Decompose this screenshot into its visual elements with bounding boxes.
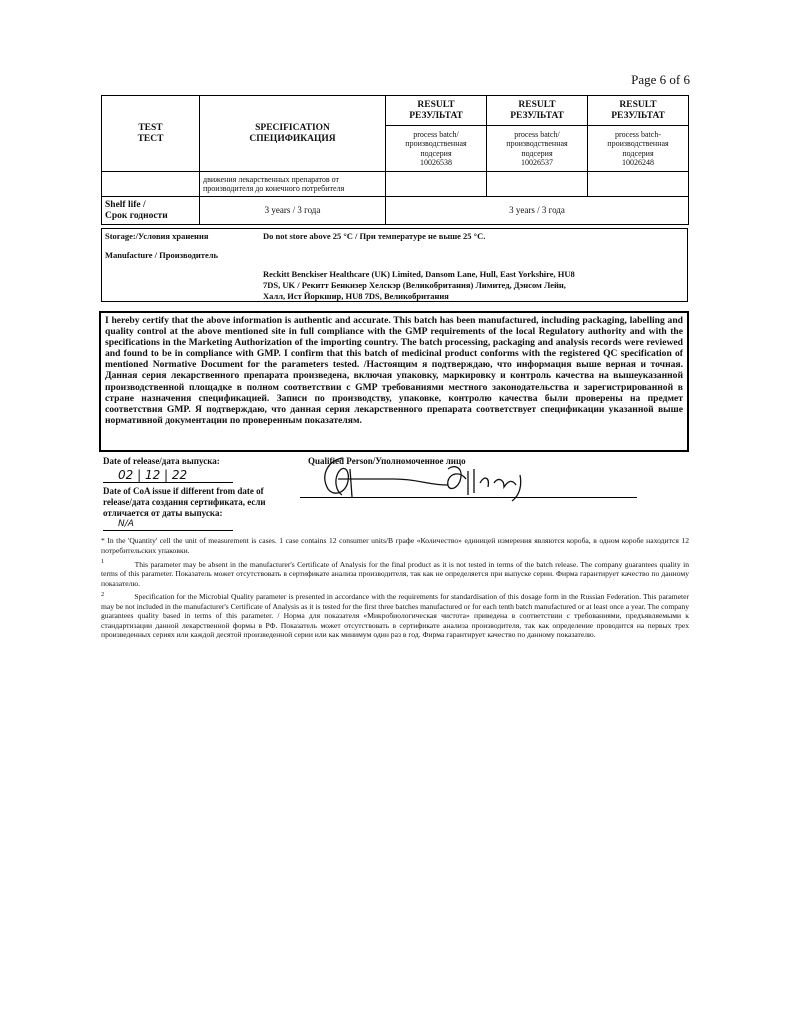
storage-label: Storage:/Условия хранения <box>105 231 209 241</box>
batch-cell-3: process batch- производственная подсерия 10026248 <box>588 126 689 172</box>
batch-cell-2: process batch/ производственная подсерия 10026537 <box>487 126 588 172</box>
coa-date-line <box>103 530 233 531</box>
continuation-result-2 <box>487 172 588 197</box>
continuation-result-1 <box>386 172 487 197</box>
batch-number-3: 10026248 <box>622 157 654 167</box>
manufacturer-line-1: Reckitt Benckiser Healthcare (UK) Limited, Dansom Lane, Hull, East Yorkshire, HU8 <box>263 269 575 279</box>
footnotes <box>101 536 689 640</box>
footnote-2-mark: 2 <box>101 590 105 598</box>
footnote-1-mark: 1 <box>101 558 105 566</box>
specification-table <box>101 95 689 225</box>
shelf-life-result: 3 years / 3 года <box>386 197 689 225</box>
test-header-ru: ТЕСТ <box>137 133 164 144</box>
page-number: Page 6 of 6 <box>631 72 690 87</box>
certification-text: I hereby certify that the above information is authentic and accurate. This batch has been manufactured, including packaging, labelling and quality control at the above mentioned site in full compliance with the GMP requirements of the local Regulatory authority and with the specifications in the Marketing Authorization of the importing country. The batch processing, packaging and analysis records were reviewed and found to be in compliance with GMP. I confirm that this batch of medicinal product conforms with the registered QC specification of mentioned Normative Document for the parameters tested. /Настоящим я подтверждаю, что информация выше верная и точная. Данная серия лекарственного препарата произведена, включая упаковку, маркировку и контроль качества на вышеуказанной производственной площадке в полном соответствии с GMP требованиями местного законодательства и зарегистрированной в стране назначения спецификацией. Записи по производству, упаковке, контролю качества были проверены на предмет соответствия GMP. Я подтверждаю, что данная серия лекарственного препарата соответствует спецификации указанной выше нормативной документации по проверенным показателям. <box>105 315 683 426</box>
certification-box <box>99 311 689 452</box>
test-header-cell <box>102 96 200 172</box>
continuation-result-3 <box>588 172 689 197</box>
manufacture-label: Manufacture / Производитель <box>105 250 218 260</box>
coa-date-value: N/A <box>118 519 134 529</box>
storage-text: Do not store above 25 °C / При температуре не выше 25 °C. <box>263 231 486 241</box>
footnote-1 <box>101 557 689 588</box>
batch-cell-1: process batch/ производственная подсерия 10026538 <box>386 126 487 172</box>
signature-line <box>300 497 637 498</box>
footnote-star: * In the 'Quantity' cell the unit of measurement is cases. 1 case contains 12 consumer units/В графе «Количество» единицей измерения являются короба, в одном коробе находится 12 потребительских упаковки. <box>101 536 689 555</box>
release-date-value: 02 | 12 | 22 <box>118 468 188 482</box>
manufacturer-line-2: 7DS, UK / Рекитт Бенкизер Хелскэр (Великобритания) Лимитед, Дэнсом Лейн, <box>263 280 566 290</box>
result-header-3: RESULT РЕЗУЛЬТАТ <box>588 96 689 126</box>
continuation-spec-cell <box>200 172 386 197</box>
result-header-1: RESULT РЕЗУЛЬТАТ <box>386 96 487 126</box>
release-date-label: Date of release/дата выпуска: <box>103 456 220 466</box>
release-date-line <box>103 482 233 483</box>
manufacturer-line-3: Халл, Ист Йоркшир, HU8 7DS, Великобритания <box>263 291 449 301</box>
result-header-2: RESULT РЕЗУЛЬТАТ <box>487 96 588 126</box>
batch-number-2: 10026537 <box>521 157 553 167</box>
storage-manufacture-box <box>101 228 688 302</box>
test-header: TEST <box>138 122 163 133</box>
shelf-life-spec: 3 years / 3 года <box>200 197 386 225</box>
footnote-2-text: Specification for the Microbial Quality parameter is presented in accordance with the requirements for standardisation of this dosage form in the Russian Federation. This parameter may be not included in the manufacturer's Certificate of Analysis as it is tested for the first three batches manufactured or for each tenth batch manufactured or at least once a year. The company guarantees quality based in terms of this parameter. / Норма для показателя «Микробиологическая чистота» приведена в соответствии с требованиями, предъявляемыми к стандартизации данной лекарственной формы в РФ. Показатель может отсутствовать в сертификате анализа производителя, так как определение проводится на первых трех произведенных сериях или каждой десятой произведенной серии или как минимум один раз в год. Фирма гарантирует качество по данному показателю. <box>101 592 689 640</box>
coa-date-label: Date of CoA issue if different from date of release/дата создания сертификата, если отличается от даты выпуска: <box>103 486 266 518</box>
qp-label: Qualified Person/Уполномоченное лицо <box>308 456 466 466</box>
continuation-empty-cell <box>102 172 200 197</box>
shelf-life-label: Shelf life / <box>105 199 146 210</box>
spec-header-ru: СПЕЦИФИКАЦИЯ <box>249 133 336 144</box>
batch-number-1: 10026538 <box>420 157 452 167</box>
footnote-2 <box>101 590 689 641</box>
spec-header: SPECIFICATION <box>255 122 330 133</box>
spec-header-cell <box>200 96 386 172</box>
shelf-life-label-ru: Срок годности <box>105 210 168 221</box>
signature-image <box>298 455 538 503</box>
continuation-line-2: производителя до конечного потребителя <box>203 184 345 193</box>
shelf-life-label-cell <box>102 197 200 225</box>
footnote-1-text: This parameter may be absent in the manufacturer's Certificate of Analysis for the final product as it is not tested in terms of the batch release. The company guarantees quality in terms of this parameter. Показатель может отсутствовать в сертификате анализа производителя, так как не определяется при выпуске серии. Фирма гарантирует качество по данному показателю. <box>101 559 689 588</box>
continuation-line-1: движения лекарственных препаратов от <box>203 174 340 184</box>
